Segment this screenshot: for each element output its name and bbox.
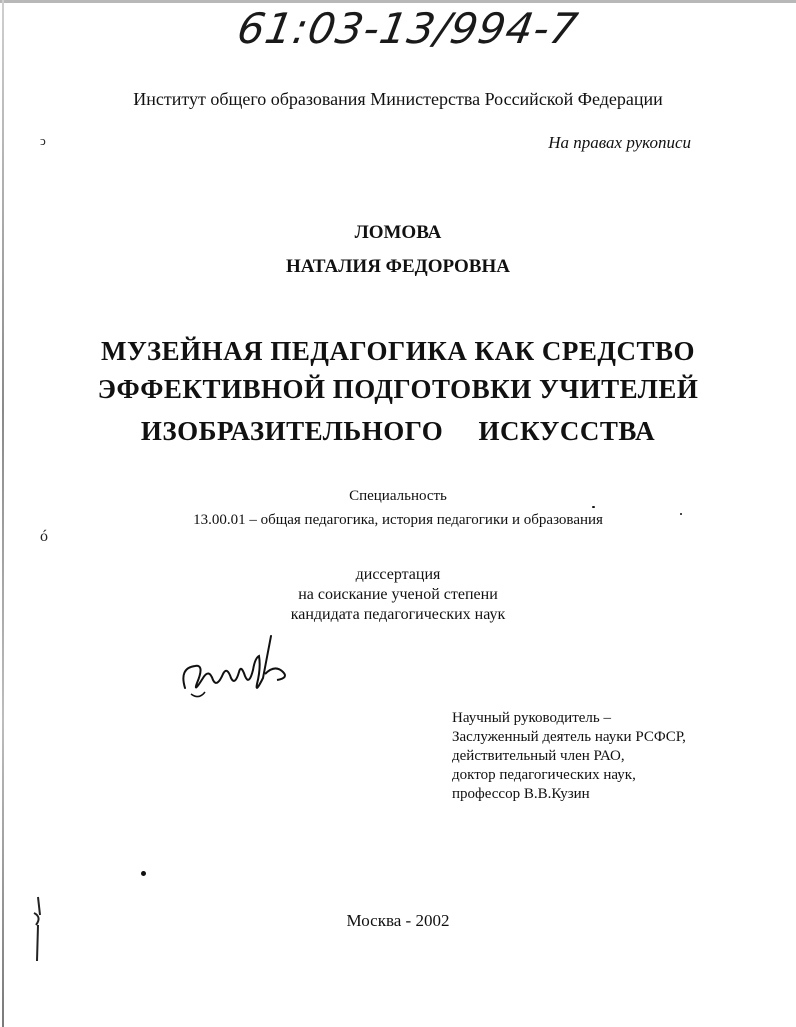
city-year: Москва - 2002 (346, 911, 450, 930)
specialty-label: Специальность (349, 488, 447, 504)
author-first-names: НАТАЛИЯ ФЕДОРОВНА (286, 256, 510, 277)
title-line-2: ЭФФЕКТИВНОЙ ПОДГОТОВКИ УЧИТЕЛЕЙ (97, 374, 699, 404)
page-edge-top (0, 0, 796, 3)
title-line-1: МУЗЕЙНАЯ ПЕДАГОГИКА КАК СРЕДСТВО (100, 336, 696, 366)
margin-mark-middle: ó (40, 528, 48, 545)
institute-name: Институт общего образования Министерства Российской Федерации (133, 89, 663, 109)
dissertation-line-2: на соискание ученой степени (298, 586, 498, 603)
handwritten-signature-icon (175, 628, 295, 708)
scientific-advisor (452, 709, 686, 804)
advisor-line-2: Заслуженный деятель науки РСФСР, (452, 729, 686, 745)
advisor-line-4: доктор педагогических наук, (452, 767, 636, 783)
margin-mark-top: ↄ (40, 133, 46, 148)
scan-dot (141, 871, 146, 876)
advisor-line-1: Научный руководитель – (452, 710, 611, 726)
dissertation-line-3: кандидата педагогических наук (290, 606, 506, 623)
specialty-code: 13.00.01 – общая педагогика, история педагогики и образования (193, 512, 603, 528)
advisor-line-3: действительный член РАО, (452, 748, 625, 764)
dissertation-line-1: диссертация (355, 566, 441, 583)
author-surname: ЛОМОВА (354, 222, 442, 243)
scan-speck (592, 506, 595, 508)
advisor-line-5: профессор В.В.Кузин (452, 786, 590, 802)
manuscript-rights: На правах рукописи (548, 133, 691, 152)
title-line-3: ИЗОБРАЗИТЕЛЬНОГО ИСКУССТВА (140, 416, 656, 446)
archive-code-handwritten: 61:03-13/994-7 (233, 4, 583, 53)
